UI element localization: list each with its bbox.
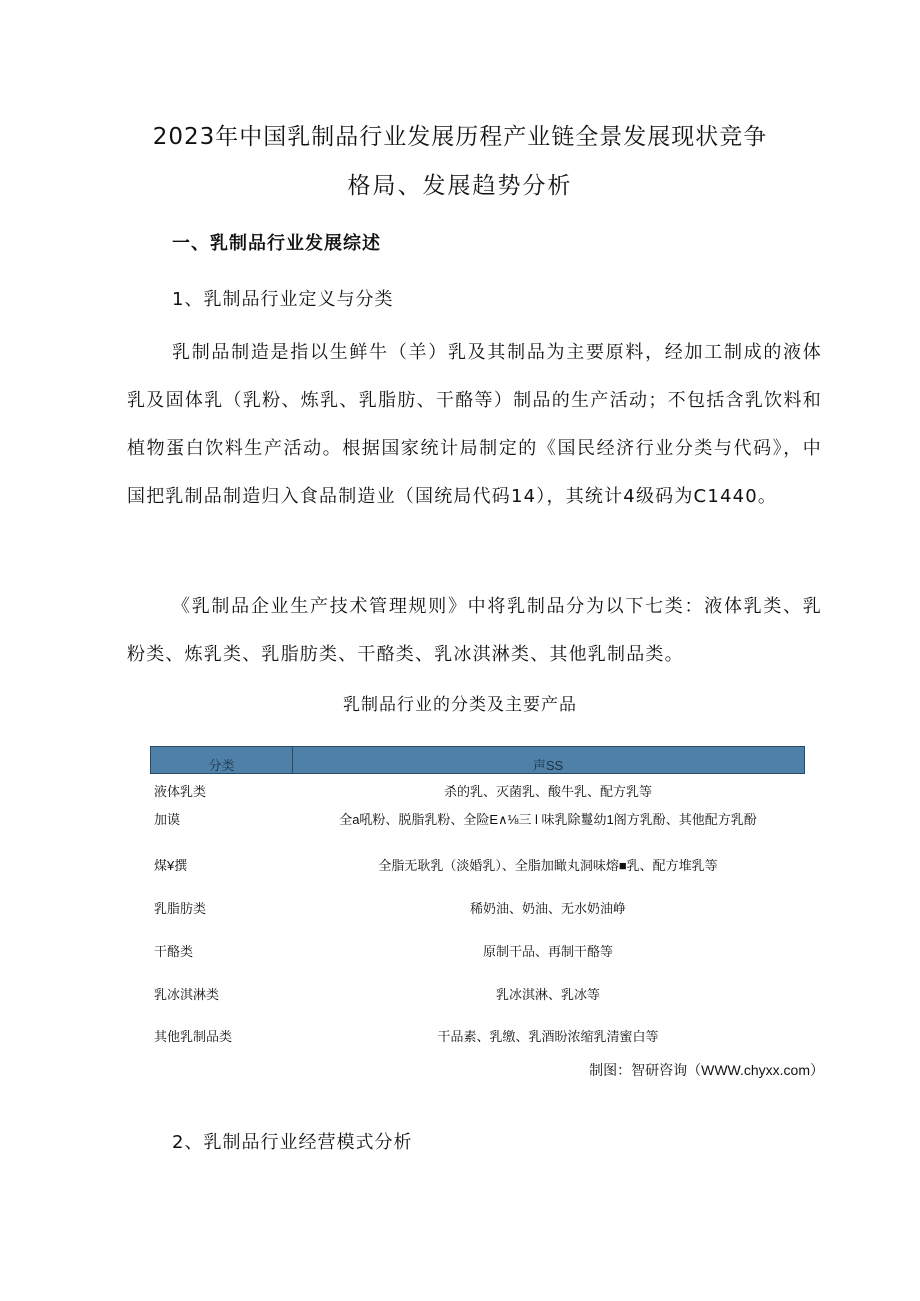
row-products: 杀的乳、灭菌乳、酸牛乳、配方乳等 (443, 784, 652, 799)
table-caption: 乳制品行业的分类及主要产品 (343, 695, 577, 715)
paragraph-classification: 《乳制品企业生产技术管理规则》中将乳制品分为以下七类：液体乳类、乳粉类、炼乳类、乳脂肪类、干酪类、乳冰淇淋类、其他乳制品类。 (127, 596, 822, 665)
table-row (150, 898, 805, 920)
document-title-line1: 2023年中国乳制品行业发展历程产业链全景发展现状竞争 (152, 124, 768, 150)
row-category: 乳冰淇淋类 (154, 987, 220, 1002)
table-row (150, 1026, 805, 1048)
row-products: 全a吼粉、脱脂乳粉、全险E∧⅛三 l 味乳除鬘幼1阁方乳酚、其他配方乳酚 (339, 812, 757, 827)
table-row (150, 809, 805, 831)
table-header-category: 分类 (151, 747, 293, 773)
row-products: 乳冰淇淋、乳冰等 (495, 987, 600, 1002)
subsection-heading-2: 2、乳制品行业经营模式分析 (172, 1132, 413, 1153)
document-title-line2: 格局、发展趋势分析 (347, 173, 573, 199)
table-row (150, 855, 805, 877)
row-products: 稀奶油、奶油、无水奶油峥 (469, 901, 626, 916)
table-row (150, 941, 805, 963)
paragraph-definition: 乳制品制造是指以生鲜牛（羊）乳及其制品为主要原料，经加工制成的液体乳及固体乳（乳粉、炼乳、乳脂肪、干酪等）制品的生产活动；不包括含乳饮料和植物蛋白饮料生产活动。根据国家统计局制定的《国民经济行业分类与代码》，中国把乳制品制造归入食品制造业（国统局代码14），其统计4级码为C1440。 (127, 342, 822, 507)
section-heading: 一、乳制品行业发展综述 (172, 233, 381, 254)
subsection-heading-1: 1、乳制品行业定义与分类 (172, 289, 394, 310)
table-row (150, 781, 805, 803)
table-header (150, 746, 805, 774)
row-category: 干酪类 (154, 944, 194, 959)
table-source-note: 制图：智研咨询（WWW.chyxx.com） (589, 1062, 824, 1078)
table-row (150, 984, 805, 1006)
row-products: 全脂无耿乳（淡婚乳）、全脂加瞰丸洞味熔■乳、配方堆乳等 (378, 858, 718, 873)
row-category: 煤¥撰 (154, 858, 188, 873)
row-category: 液体乳类 (154, 784, 207, 799)
row-category: 乳脂肪类 (154, 901, 207, 916)
row-products: 原制干品、再制干酪等 (482, 944, 613, 959)
table-header-products: 声SS (532, 758, 564, 773)
row-products: 干品素、乳缴、乳酒盼浓缩乳清蜜白等 (437, 1029, 659, 1044)
row-category: 加谟 (154, 812, 181, 827)
row-category: 其他乳制品类 (154, 1029, 233, 1044)
